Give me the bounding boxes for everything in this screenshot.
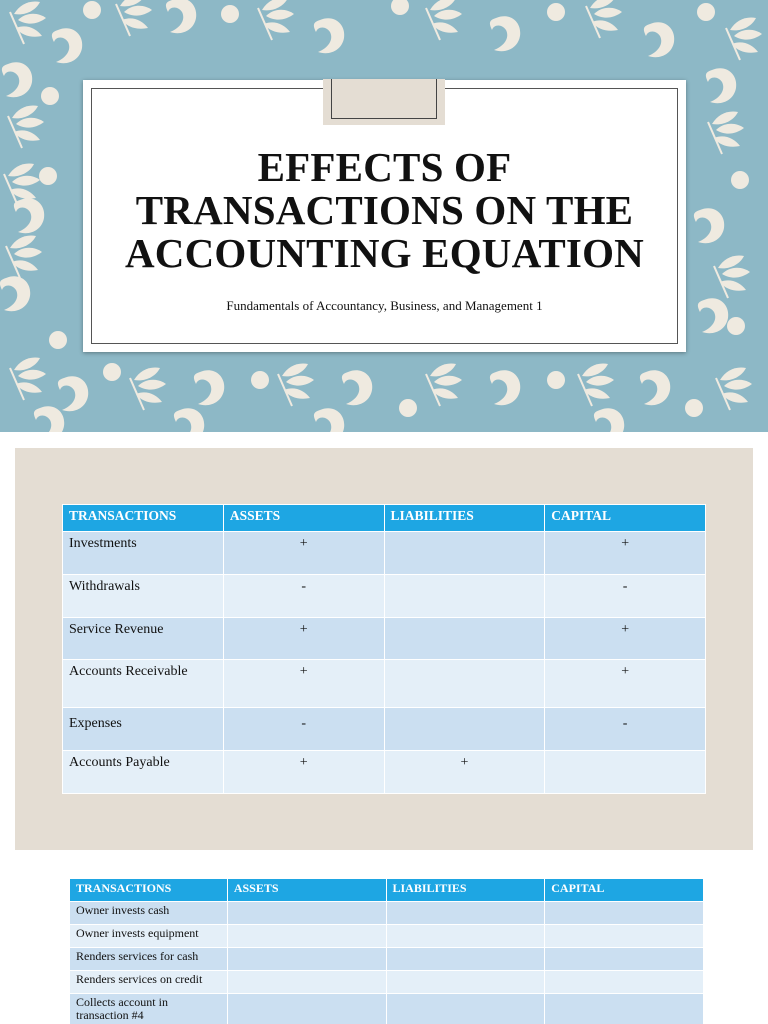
title-card: [83, 80, 686, 352]
table-row: [70, 994, 704, 1024]
assets-cell: [227, 948, 386, 971]
header-capital: CAPITAL: [545, 505, 706, 532]
table-row: [63, 532, 706, 575]
table-row: [70, 948, 704, 971]
table-row: [63, 575, 706, 618]
assets-cell: -: [223, 708, 384, 751]
assets-cell: [227, 902, 386, 925]
capital-cell: [545, 994, 704, 1024]
capital-cell: +: [545, 660, 706, 708]
transaction-cell: Owner invests equipment: [70, 925, 228, 948]
transaction-cell: Service Revenue: [63, 618, 224, 660]
header-transactions: TRANSACTIONS: [70, 879, 228, 902]
slide-subtitle: Fundamentals of Accountancy, Business, and Management 1: [226, 298, 543, 313]
liabilities-cell: +: [384, 751, 545, 794]
liabilities-cell: [386, 948, 545, 971]
capital-cell: [545, 971, 704, 994]
table-row: [63, 660, 706, 708]
assets-cell: -: [223, 575, 384, 618]
header-liabilities: LIABILITIES: [386, 879, 545, 902]
liabilities-cell: [384, 575, 545, 618]
header-assets: ASSETS: [223, 505, 384, 532]
assets-cell: [227, 971, 386, 994]
title-card-tab: [323, 79, 445, 125]
transaction-cell: Accounts Receivable: [63, 660, 224, 708]
liabilities-cell: [386, 925, 545, 948]
liabilities-cell: [386, 902, 545, 925]
rules-slide: [15, 448, 753, 850]
table-header-row: [70, 879, 704, 902]
header-assets: ASSETS: [227, 879, 386, 902]
title-card-tab-frame: [331, 79, 437, 119]
transaction-cell: Withdrawals: [63, 575, 224, 618]
table-row: [63, 708, 706, 751]
transaction-cell: Renders services on credit: [70, 971, 228, 994]
exercise-slide: [0, 866, 768, 1024]
assets-cell: [227, 994, 386, 1024]
capital-cell: -: [545, 575, 706, 618]
table-row: [63, 751, 706, 794]
assets-cell: +: [223, 618, 384, 660]
transaction-cell: Expenses: [63, 708, 224, 751]
header-transactions: TRANSACTIONS: [63, 505, 224, 532]
liabilities-cell: [384, 532, 545, 575]
liabilities-cell: [384, 708, 545, 751]
header-capital: CAPITAL: [545, 879, 704, 902]
transaction-cell: Owner invests cash: [70, 902, 228, 925]
assets-cell: +: [223, 532, 384, 575]
assets-cell: +: [223, 660, 384, 708]
capital-cell: [545, 925, 704, 948]
effects-rules-table: [62, 504, 706, 794]
liabilities-cell: [386, 994, 545, 1024]
table-row: [70, 971, 704, 994]
exercise-table: [69, 878, 704, 1024]
table-row: [70, 925, 704, 948]
capital-cell: +: [545, 618, 706, 660]
table-header-row: [63, 505, 706, 532]
capital-cell: +: [545, 532, 706, 575]
capital-cell: [545, 948, 704, 971]
table-row: [63, 618, 706, 660]
transaction-cell: Collects account in transaction #4: [70, 994, 228, 1024]
transaction-cell: Accounts Payable: [63, 751, 224, 794]
assets-cell: +: [223, 751, 384, 794]
table-row: [70, 902, 704, 925]
capital-cell: [545, 902, 704, 925]
header-liabilities: LIABILITIES: [384, 505, 545, 532]
title-slide: [0, 0, 768, 432]
capital-cell: [545, 751, 706, 794]
liabilities-cell: [384, 618, 545, 660]
assets-cell: [227, 925, 386, 948]
transaction-cell: Renders services for cash: [70, 948, 228, 971]
liabilities-cell: [384, 660, 545, 708]
liabilities-cell: [386, 971, 545, 994]
slide-title: EFFECTS OF TRANSACTIONS ON THE ACCOUNTING EQUATION: [124, 144, 644, 276]
transaction-cell: Investments: [63, 532, 224, 575]
capital-cell: -: [545, 708, 706, 751]
